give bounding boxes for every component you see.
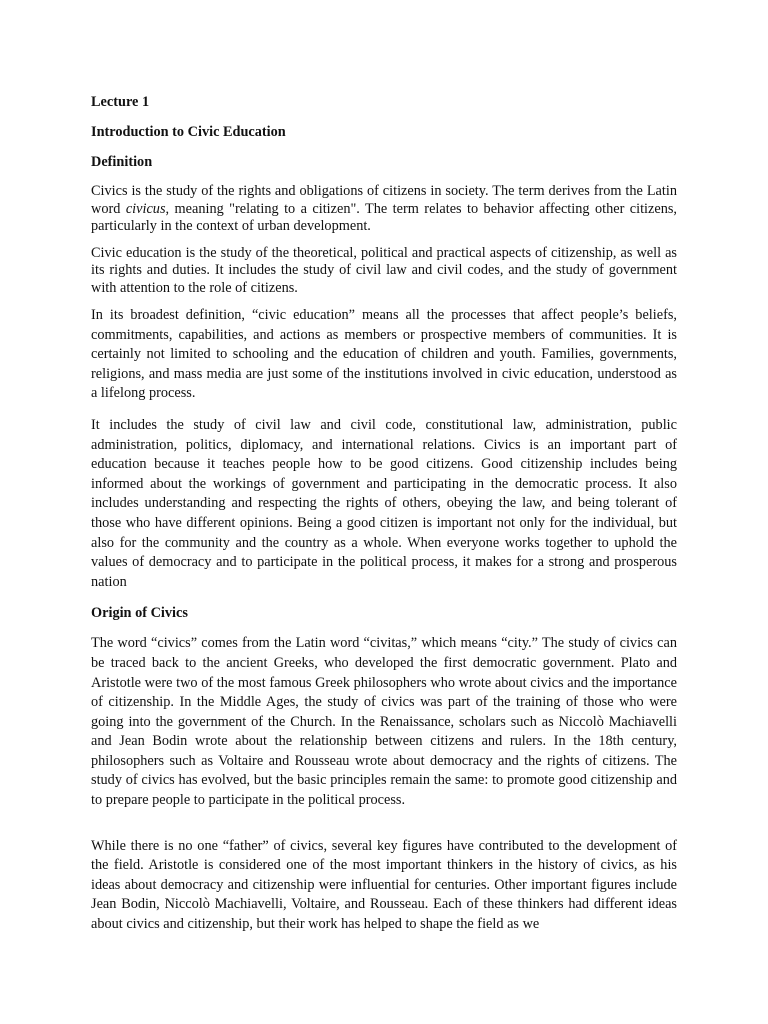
lecture-label: Lecture 1	[91, 94, 150, 110]
origin-paragraph-2: While there is no one “father” of civics, several key figures have contributed to the development of the field. Aristotle is considered one of the most important thinkers in the history of civics, as his ideas about democracy and citizenship were influential for centuries. Other important figures include Jean Bodin, Niccolò Machiavelli, Voltaire, and Rousseau. Each of these thinkers had different ideas about civics and citizenship, but their work has helped to shape the field as we	[91, 837, 677, 933]
origin-paragraph-1: The word “civics” comes from the Latin word “civitas,” which means “city.” The study of civics can be traced back to the ancient Greeks, who developed the first democratic government. Plato and Aristotle were two of the most famous Greek philosophers who wrote about civics and the importance of citizenship. In the Middle Ages, the study of civics was part of the training of those who were going into the government of the Church. In the Renaissance, scholars such as Niccolò Machiavelli and Jean Bodin wrote about the relationship between citizens and rulers. In the 18th century, philosophers such as Voltaire and Rousseau wrote about democracy and the rights of citizens. The study of civics has evolved, but the basic principles remain the same: to promote good citizenship and to prepare people to participate in the political process.	[91, 635, 677, 809]
document-body	[91, 93, 677, 935]
definition-paragraph-4: It includes the study of civil law and civil code, constitutional law, administration, public administration, politics, diplomacy, and international relations. Civics is an important part of education because it teaches people how to be good citizens. Good citizenship includes being informed about the workings of government and participating in the democratic process. It also includes understanding and respecting the rights of others, obeying the law, and being tolerant of those who have different opinions. Being a good citizen is important not only for the individual, but also for the community and the country as a whole. When everyone works together to uphold the values of democracy and to participate in the political process, it makes for a strong and prosperous nation	[91, 416, 677, 590]
document-title: Introduction to Civic Education	[91, 124, 286, 140]
definition-paragraph-1-text-b: , meaning "relating to a citizen". The term relates to behavior affecting other citizens, particularly in the context of urban development.	[91, 200, 677, 234]
definition-paragraph-1-text-a: Civics is the study of the rights and obligations of citizens in society. The term derives from the Latin word	[91, 183, 677, 217]
origin-heading: Origin of Civics	[91, 605, 188, 622]
definition-paragraph-3: In its broadest definition, “civic education” means all the processes that affect people’s beliefs, commitments, capabilities, and actions as members or prospective members of communities. It is certainly not limited to schooling and the education of children and youth. Families, governments, religions, and mass media are just some of the institutions involved in civic education, understood as a lifelong process.	[91, 307, 677, 402]
definition-heading: Definition	[91, 154, 153, 170]
definition-paragraph-1	[91, 183, 677, 236]
definition-paragraph-2: Civic education is the study of the theoretical, political and practical aspects of citizenship, as well as its rights and duties. It includes the study of civil law and civil codes, and the study of government with attention to the role of citizens.	[91, 244, 677, 296]
latin-term: civicus	[125, 200, 166, 217]
